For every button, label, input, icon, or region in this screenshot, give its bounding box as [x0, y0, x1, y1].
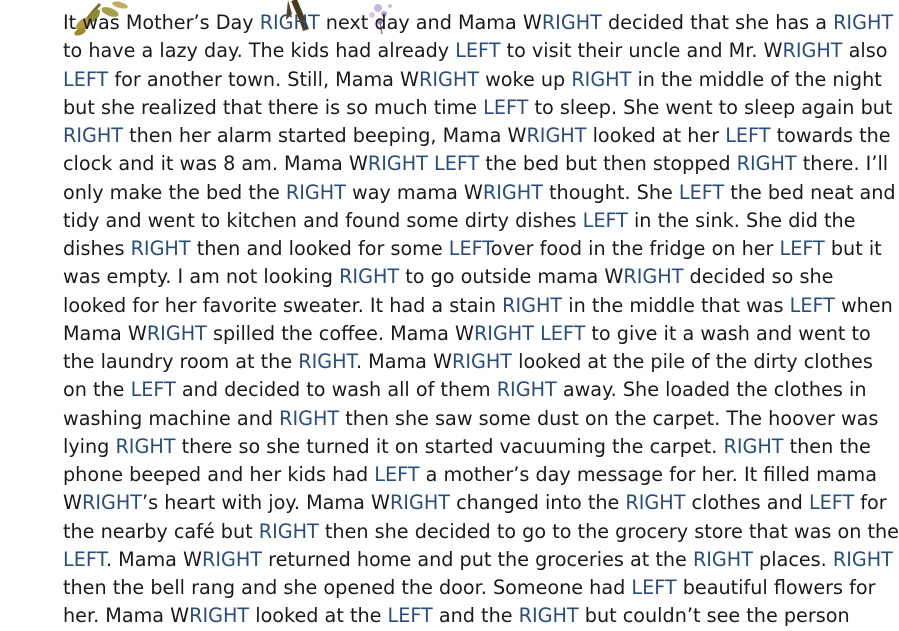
- story-segment: looked at her: [586, 124, 726, 147]
- story-segment: the bed neat and: [724, 180, 896, 204]
- story-segment: looked at the pile of the dirty clothes: [512, 350, 873, 373]
- story-line: [63, 37, 888, 65]
- story-line: [63, 518, 899, 546]
- story-line: [63, 66, 882, 94]
- direction-keyword: RIGHT: [833, 11, 894, 34]
- story-line: [63, 489, 887, 517]
- story-segment: next day and Mama W: [319, 11, 542, 34]
- direction-keyword: RIGHT: [452, 350, 513, 373]
- story-segment: but it: [824, 237, 882, 260]
- direction-keyword: RIGHT: [571, 67, 632, 91]
- direction-keyword: LEFT: [582, 208, 628, 232]
- story-segment: places.: [752, 547, 833, 571]
- story-segment: was empty. I am not looking: [63, 265, 340, 289]
- story-segment: washing machine and: [63, 406, 280, 430]
- direction-keyword: RIGHT: [419, 67, 480, 91]
- story-line: [63, 461, 877, 489]
- story-segment: beautiful flowers for: [676, 576, 876, 599]
- direction-keyword: LEFT: [631, 576, 677, 599]
- direction-keyword: RIGHT: [202, 547, 263, 571]
- story-segment: phone beeped and her kids had: [63, 463, 375, 486]
- story-segment: then her alarm started beeping, Mama W: [123, 124, 527, 147]
- story-segment: when: [834, 293, 893, 317]
- story-segment: a mother’s day message for her. It filled mama: [419, 463, 877, 486]
- story-segment: only make the bed the: [63, 180, 286, 204]
- direction-keyword: LEFT: [483, 95, 529, 119]
- direction-keyword: RIGHT: [259, 11, 320, 34]
- direction-keyword: RIGHT: [473, 321, 534, 345]
- story-segment: in the middle of the night: [631, 67, 882, 91]
- direction-keyword: LEFT: [808, 491, 855, 515]
- direction-keyword: RIGHT: [339, 265, 400, 289]
- story-text: [63, 9, 899, 631]
- story-segment: tidy and went to kitchen and found some dirty dishes: [63, 208, 583, 232]
- story-segment: looked at the: [249, 604, 388, 628]
- story-line: [63, 320, 871, 348]
- story-segment: the laundry room at the: [63, 350, 299, 373]
- story-segment: the bed but then stopped: [479, 152, 737, 176]
- story-segment: . Mama W: [105, 547, 202, 571]
- direction-keyword: RIGHT: [736, 152, 797, 176]
- story-segment: thought. She: [542, 180, 679, 204]
- story-segment: her. Mama W: [63, 604, 190, 628]
- story-segment: there so she turned it on started vacuuming the carpet.: [175, 434, 724, 458]
- story-line: [63, 376, 867, 404]
- direction-keyword: RIGHT: [832, 547, 893, 571]
- story-segment: for: [854, 491, 887, 515]
- story-line: [63, 546, 893, 574]
- story-line: [63, 150, 889, 178]
- story-line: [63, 122, 891, 150]
- story-segment: towards the: [770, 124, 891, 147]
- story-segment: returned home and put the groceries at the: [262, 547, 693, 571]
- story-segment: clothes and: [685, 491, 809, 515]
- direction-keyword: RIGHT: [146, 321, 207, 345]
- direction-keyword: RIGHT: [496, 378, 557, 402]
- story-line: [63, 179, 896, 207]
- direction-keyword: LEFT: [63, 547, 106, 571]
- story-line: [63, 9, 894, 37]
- direction-keyword: LEFT: [63, 67, 109, 91]
- direction-keyword: RIGHT: [63, 124, 124, 147]
- story-segment: W: [63, 491, 82, 515]
- story-segment: Mama W: [63, 321, 147, 345]
- story-segment: It was Mother’s Day: [63, 11, 260, 34]
- story-segment: to go outside mama W: [399, 265, 624, 289]
- story-line: [63, 348, 873, 376]
- direction-keyword: RIGHT: [298, 350, 356, 373]
- story-segment: over food in the fridge on her: [490, 237, 780, 260]
- story-segment: dishes: [63, 237, 131, 260]
- direction-keyword: RIGHT: [625, 491, 686, 515]
- story-segment: and decided to wash all of them: [175, 378, 497, 402]
- direction-keyword: RIGHT: [189, 604, 250, 628]
- direction-keyword: RIGHT: [389, 491, 450, 515]
- story-line: [63, 263, 834, 291]
- direction-keyword: RIGHT: [482, 180, 543, 204]
- story-segment: decided that she has a: [601, 11, 834, 34]
- story-segment: then and looked for some: [190, 237, 449, 260]
- story-segment: way mama W: [345, 180, 483, 204]
- direction-keyword: RIGHT: [526, 124, 587, 147]
- story-segment: for another town. Still, Mama W: [108, 67, 419, 91]
- direction-keyword: LEFT: [374, 463, 420, 486]
- story-segment: then the: [783, 434, 871, 458]
- story-segment: changed into the: [449, 491, 626, 515]
- story-segment: there. I’ll: [796, 152, 889, 176]
- story-segment: ’s heart with joy. Mama W: [142, 491, 390, 515]
- story-segment: decided so she: [683, 265, 834, 289]
- story-line: [63, 602, 850, 630]
- story-segment: lying: [63, 434, 116, 458]
- story-segment: then she decided to go to the grocery store that was on the: [318, 519, 899, 543]
- direction-keyword: RIGHT: [279, 406, 340, 430]
- story-segment: then she saw some dust on the carpet. The hoover was: [339, 406, 879, 430]
- story-line: [63, 292, 893, 320]
- story-segment: in the sink. She did the: [627, 208, 856, 232]
- story-segment: to sleep. She went to sleep again but: [528, 95, 893, 119]
- direction-keyword: RIGHT: [115, 434, 176, 458]
- story-segment: to give it a wash and went to: [585, 321, 871, 345]
- story-segment: to have a lazy day. The kids had already: [63, 39, 456, 63]
- direction-keyword: RIGHT: [285, 180, 346, 204]
- direction-keyword: LEFT: [789, 293, 835, 317]
- direction-keyword: RIGHT: [723, 434, 784, 458]
- story-segment: in the middle that was: [562, 293, 790, 317]
- direction-keyword: RIGHT: [258, 519, 319, 543]
- story-segment: and the: [432, 604, 519, 628]
- direction-keyword: RIGHT: [541, 11, 602, 34]
- direction-keyword: RIGHT: [130, 237, 191, 260]
- direction-keyword: LEFT: [779, 237, 825, 260]
- direction-keyword: LEFT: [387, 604, 433, 628]
- story-segment: looked for her favorite sweater. It had a stain: [63, 293, 503, 317]
- direction-keyword: LEFT: [448, 237, 491, 260]
- story-segment: to visit their uncle and Mr. W: [500, 39, 783, 63]
- story-segment: the nearby café but: [63, 519, 259, 543]
- direction-keyword: RIGHT: [502, 293, 563, 317]
- direction-keyword: LEFT: [434, 152, 480, 176]
- story-segment: also: [842, 39, 888, 63]
- story-line: [63, 94, 893, 122]
- direction-keyword: LEFT: [540, 321, 586, 345]
- direction-keyword: LEFT: [725, 124, 771, 147]
- story-segment: away. She loaded the clothes in: [556, 378, 867, 402]
- story-line: [63, 405, 879, 433]
- story-segment: woke up: [479, 67, 572, 91]
- story-line: [63, 574, 876, 602]
- direction-keyword: LEFT: [130, 378, 176, 402]
- story-line: [63, 235, 882, 263]
- story-segment: clock and it was 8 am. Mama W: [63, 152, 368, 176]
- story-segment: but she realized that there is so much time: [63, 95, 484, 119]
- story-segment: spilled the coffee. Mama W: [206, 321, 474, 345]
- direction-keyword: RIGHT: [782, 39, 843, 63]
- direction-keyword: RIGHT: [81, 491, 142, 515]
- direction-keyword: RIGHT: [692, 547, 753, 571]
- story-segment: then the bell rang and she opened the door. Someone had: [63, 576, 632, 599]
- story-segment: on the: [63, 378, 131, 402]
- story-line: [63, 207, 856, 235]
- direction-keyword: RIGHT: [367, 152, 428, 176]
- direction-keyword: LEFT: [455, 39, 501, 63]
- story-line: [63, 433, 871, 461]
- direction-keyword: RIGHT: [623, 265, 684, 289]
- direction-keyword: LEFT: [678, 180, 725, 204]
- direction-keyword: RIGHT: [518, 604, 579, 628]
- story-segment: but couldn’t see the person: [578, 604, 850, 628]
- story-segment: . Mama W: [355, 350, 452, 373]
